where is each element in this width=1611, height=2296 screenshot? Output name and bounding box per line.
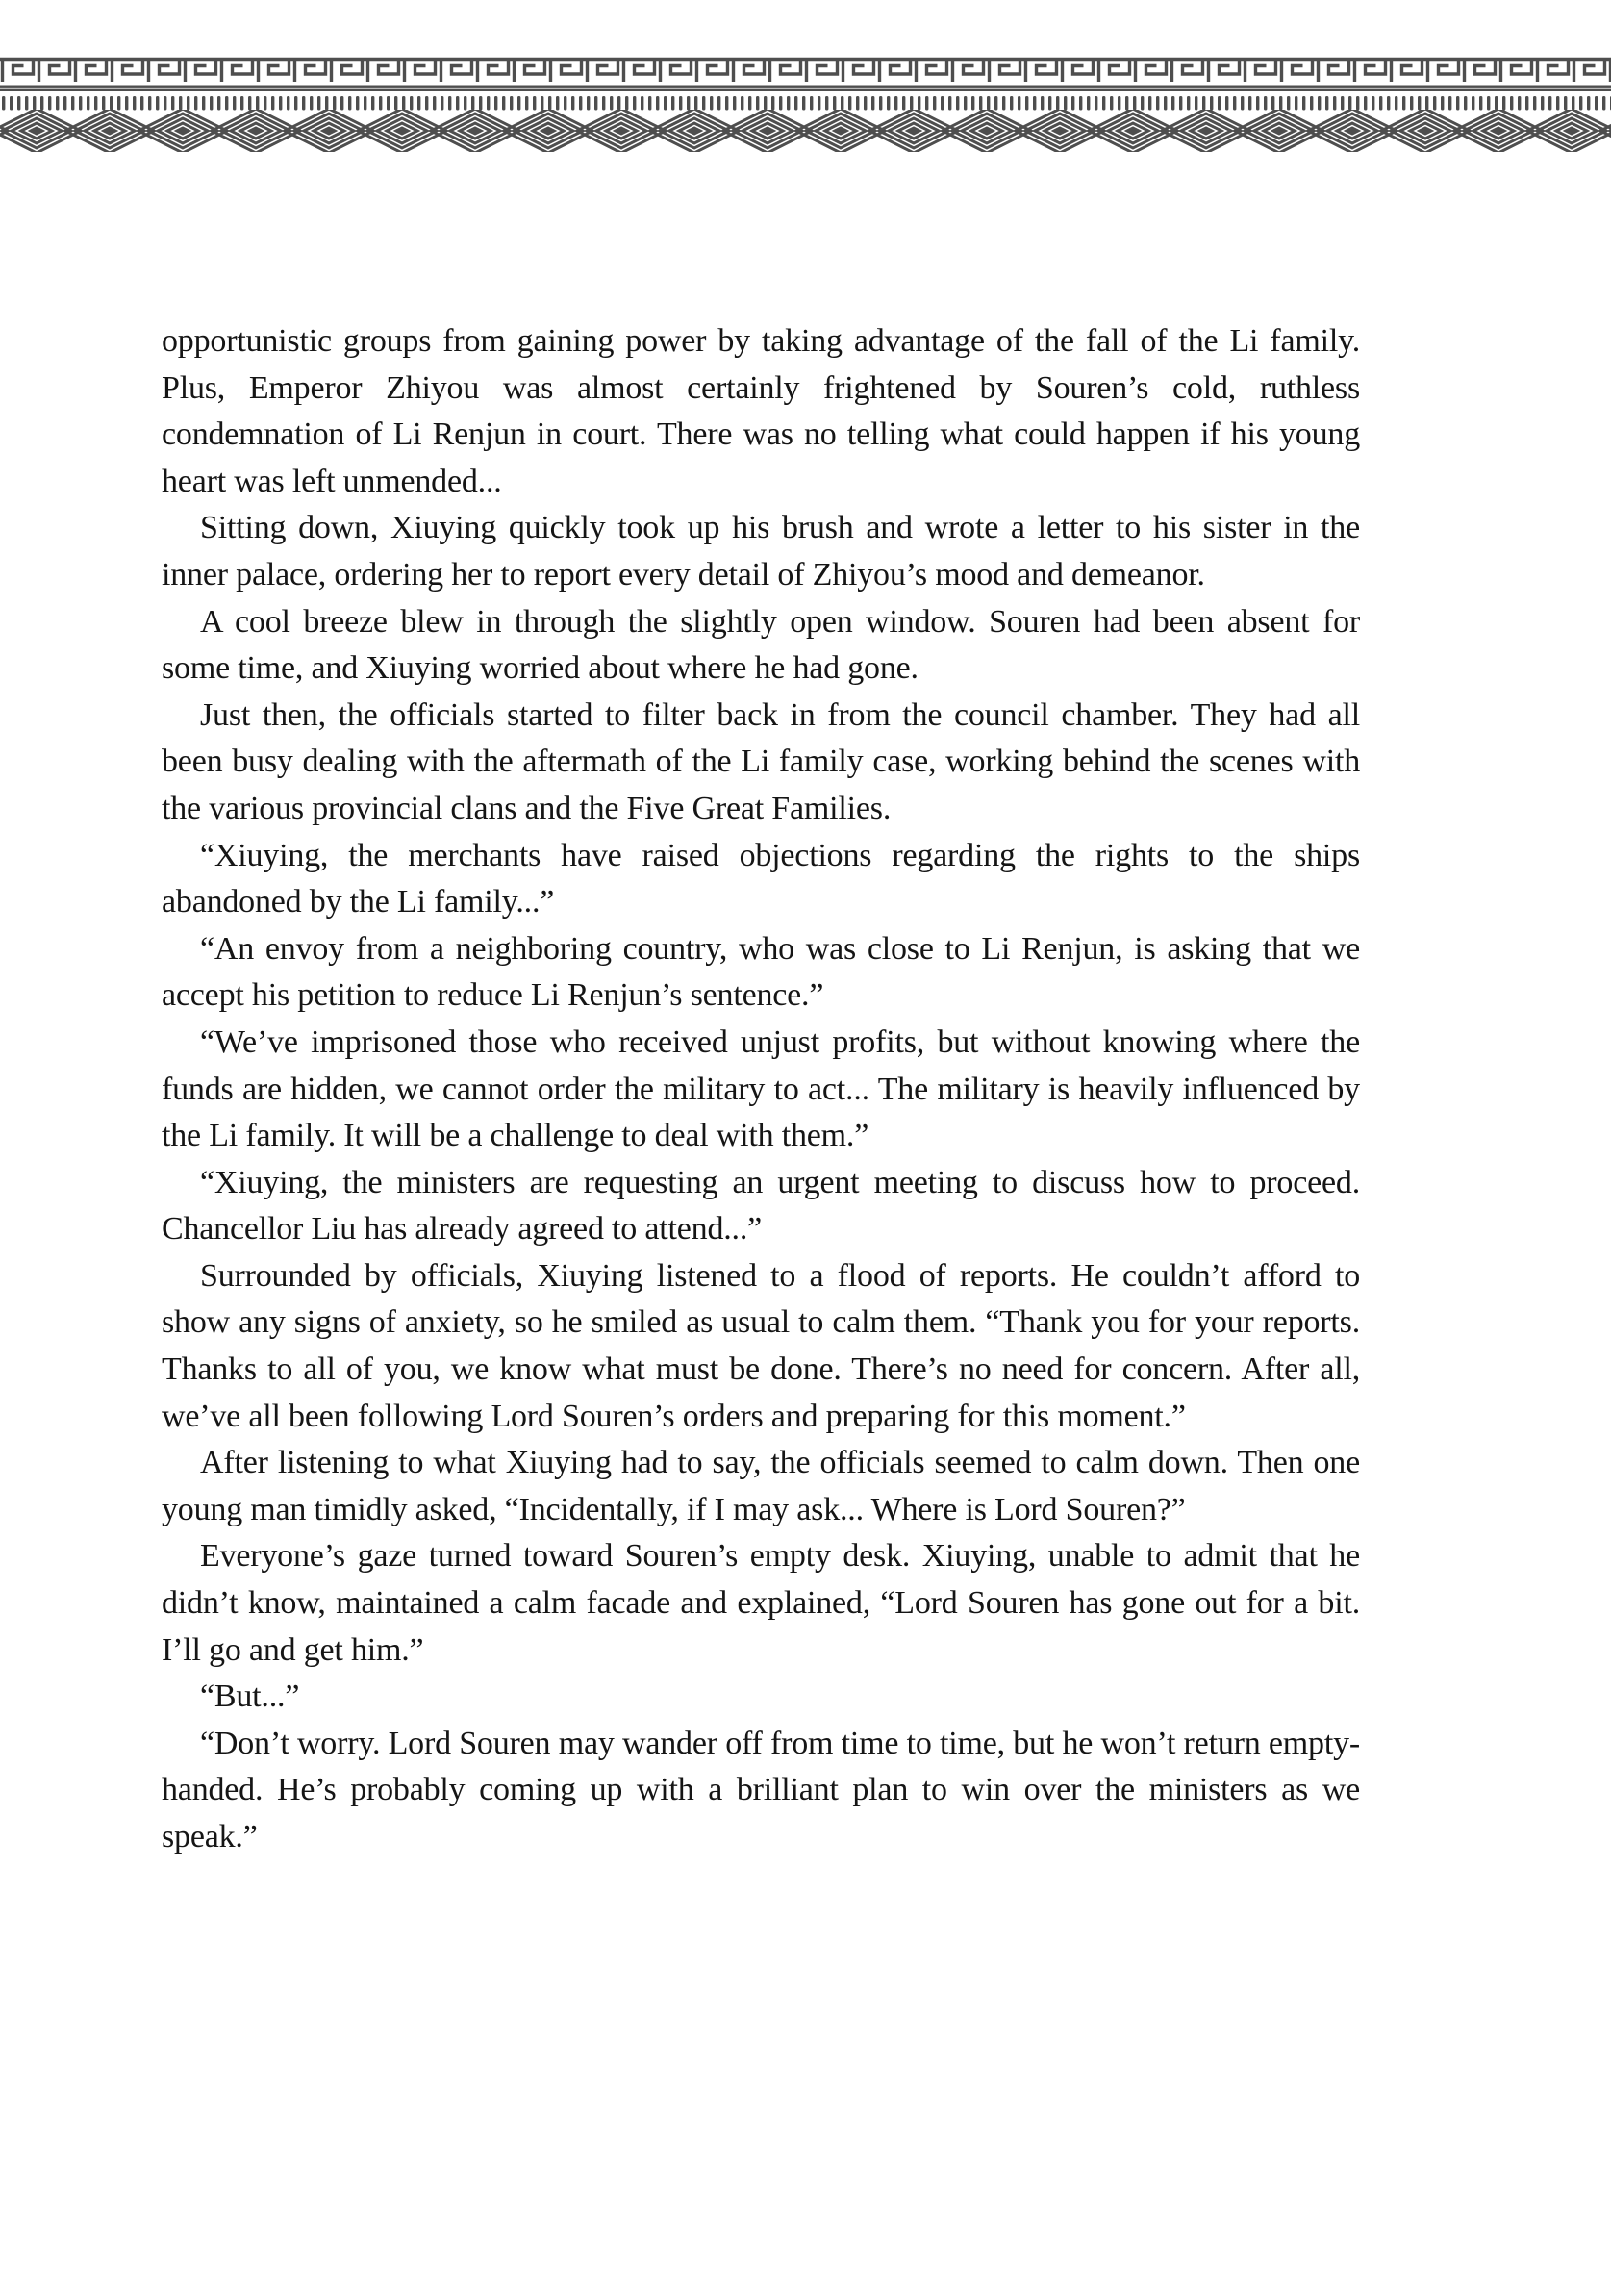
paragraph: “Don’t worry. Lord Souren may wander off from time to time, but he won’t return empty-handed. He’s probably coming up with a brilliant plan to win over the ministers as we speak.” — [162, 1725, 1360, 1854]
paragraph: Sitting down, Xiuying quickly took up his brush and wrote a letter to his sister in the inner palace, ordering her to report every detail of Zhiyou’s mood and demeanor. — [162, 510, 1360, 593]
diamond-border — [0, 110, 1611, 152]
paragraph: “An envoy from a neighboring country, who was close to Li Renjun, is asking that we accept his petition to reduce Li Renjun’s sentence.” — [162, 930, 1360, 1014]
meander-border — [0, 55, 1611, 82]
paragraph: “Xiuying, the merchants have raised objections regarding the rights to the ships abandoned by the Li family...” — [162, 837, 1360, 921]
decorative-border-svg — [0, 0, 1611, 159]
paragraph: “But...” — [200, 1678, 300, 1715]
text-block — [162, 318, 1360, 1861]
paragraph: After listening to what Xiuying had to say, the officials seemed to calm down. Then one young man timidly asked, “Incidentally, if I may ask... Where is Lord Souren?” — [162, 1445, 1360, 1527]
paragraph: “Xiuying, the ministers are requesting an urgent meeting to discuss how to proceed. Chancellor Liu has already agreed to attend...” — [162, 1164, 1360, 1248]
paragraph: Surrounded by officials, Xiuying listened to a flood of reports. He couldn’t afford to show any signs of anxiety, so he smiled as usual to calm them. “Thank you for your reports. Thanks to all of you, we know what must be done. There’s no need for concern. After all, we’ve all been following Lord Souren’s orders and preparing for this moment.” — [162, 1257, 1360, 1434]
decorative-border — [0, 0, 1611, 159]
paragraph: Just then, the officials started to filter back in from the council chamber. They had all been busy dealing with the aftermath of the Li family case, working behind the scenes with the various provincial clans and the Five Great Families. — [162, 696, 1360, 826]
paragraph: “We’ve imprisoned those who received unjust profits, but without knowing where the funds are hidden, we cannot order the military to act... The military is heavily influenced by the Li family. It will be a challenge to deal with them.” — [162, 1023, 1360, 1154]
paragraph: opportunistic groups from gaining power by taking advantage of the fall of the Li family. Plus, Emperor Zhiyou was almost certainly frightened by Souren’s cold, ruthless condemnation of Li Renjun in court. There was no telling what could happen if his young heart was left unmended... — [162, 323, 1360, 499]
fringe-border — [0, 96, 1611, 111]
paragraph: A cool breeze blew in through the slightly open window. Souren had been absent for some time, and Xiuying worried about where he had gone. — [162, 603, 1360, 687]
double-rule — [0, 86, 1611, 92]
paragraph: Everyone’s gaze turned toward Souren’s empty desk. Xiuying, unable to admit that he didn’t know, maintained a calm facade and explained, “Lord Souren has gone out for a bit. I’ll go and get him.” — [162, 1538, 1360, 1668]
